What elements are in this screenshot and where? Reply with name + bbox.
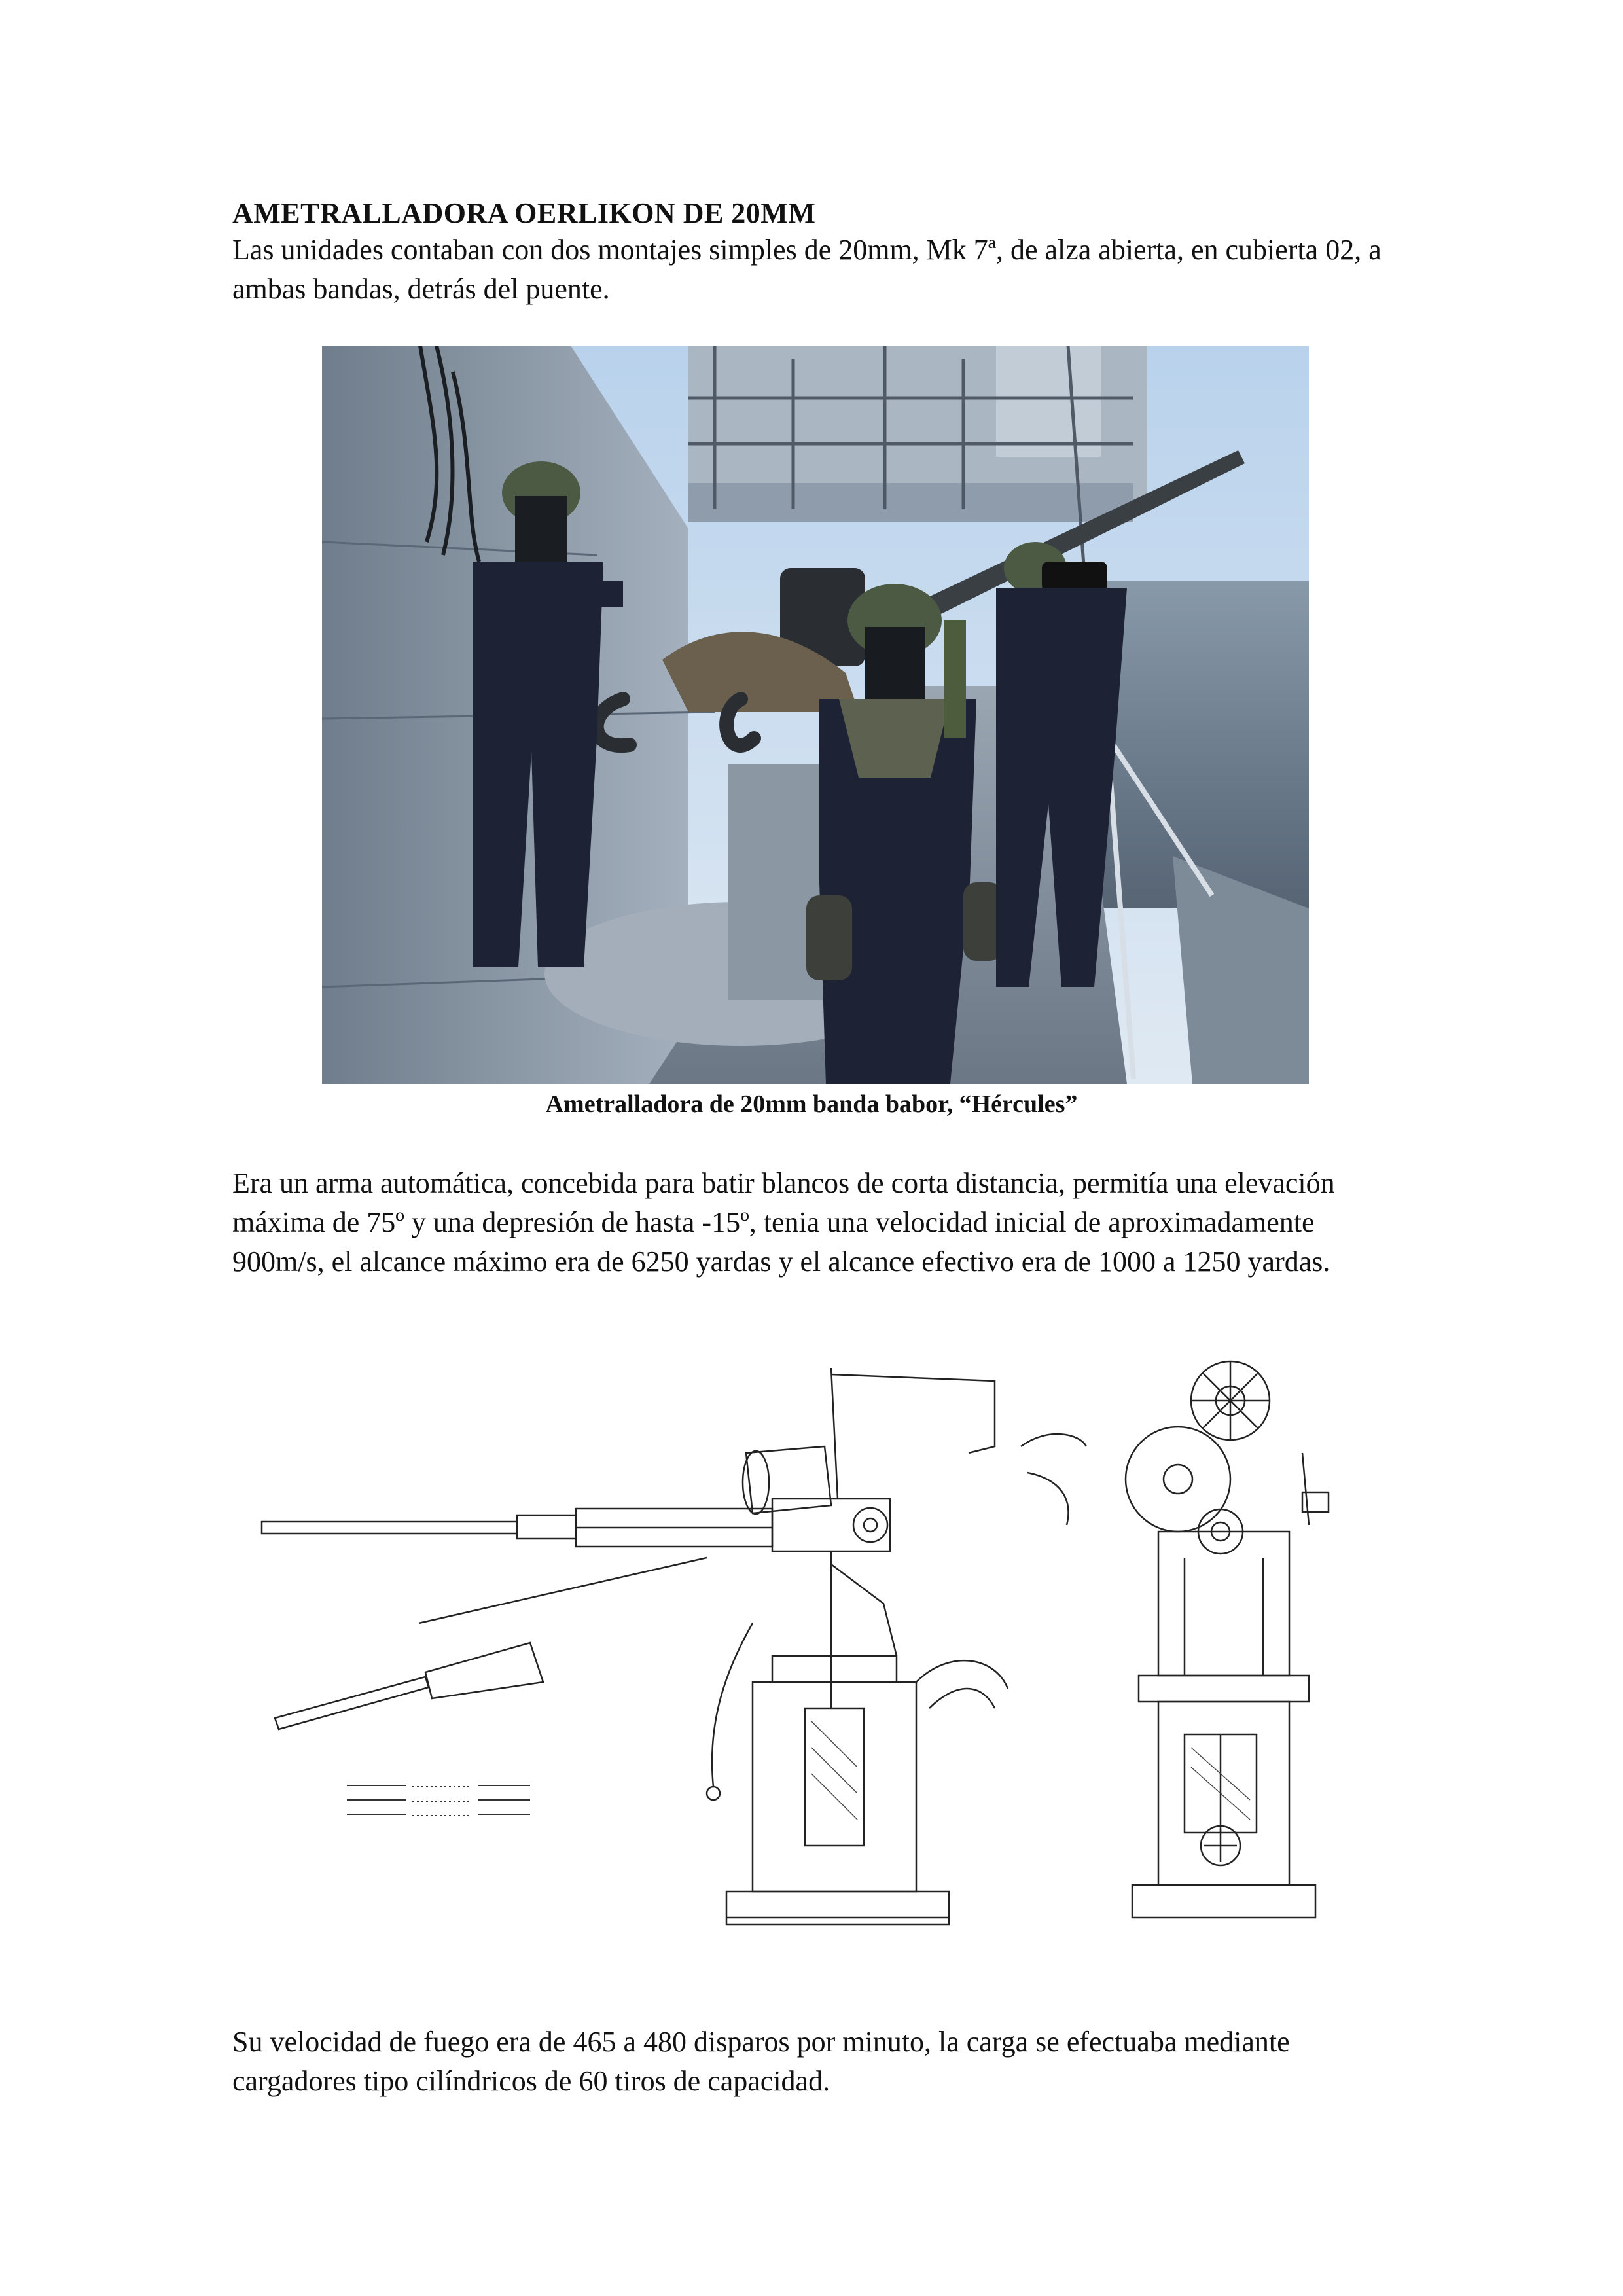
rate-of-fire-paragraph: Su velocidad de fuego era de 465 a 480 disparos por minuto, la carga se efectuaba mediante cargadores tipo cilíndricos de 60 tiros de capacidad. [232,2026,1290,2097]
technical-drawing [255,1342,1407,1957]
barrel-horizontal [262,1522,517,1534]
barrel-depressed [275,1677,429,1729]
photo-caption: Ametralladora de 20mm banda babor, “Hércules” [545,1090,1078,1118]
drawing-legend [347,1785,530,1816]
section-heading: AMETRALLADORA OERLIKON DE 20MM [232,197,816,229]
drum-magazine [746,1446,831,1513]
intro-paragraph: Las unidades contaban con dos montajes simples de 20mm, Mk 7ª, de alza abierta, en cubierta 02, a ambas bandas, detrás del puente. [232,234,1382,305]
description-paragraph: Era un arma automática, concebida para batir blancos de corta distancia, permitía una elevación máxima de 75º y una depresión de hasta -15º, tenia una velocidad inicial de aproximadamente 900m/s, el alcance máximo era de 6250 yardas y el alcance efectivo era de 1000 a 1250 yardas. [232,1167,1335,1278]
gun-mount-photo [322,346,1309,1084]
